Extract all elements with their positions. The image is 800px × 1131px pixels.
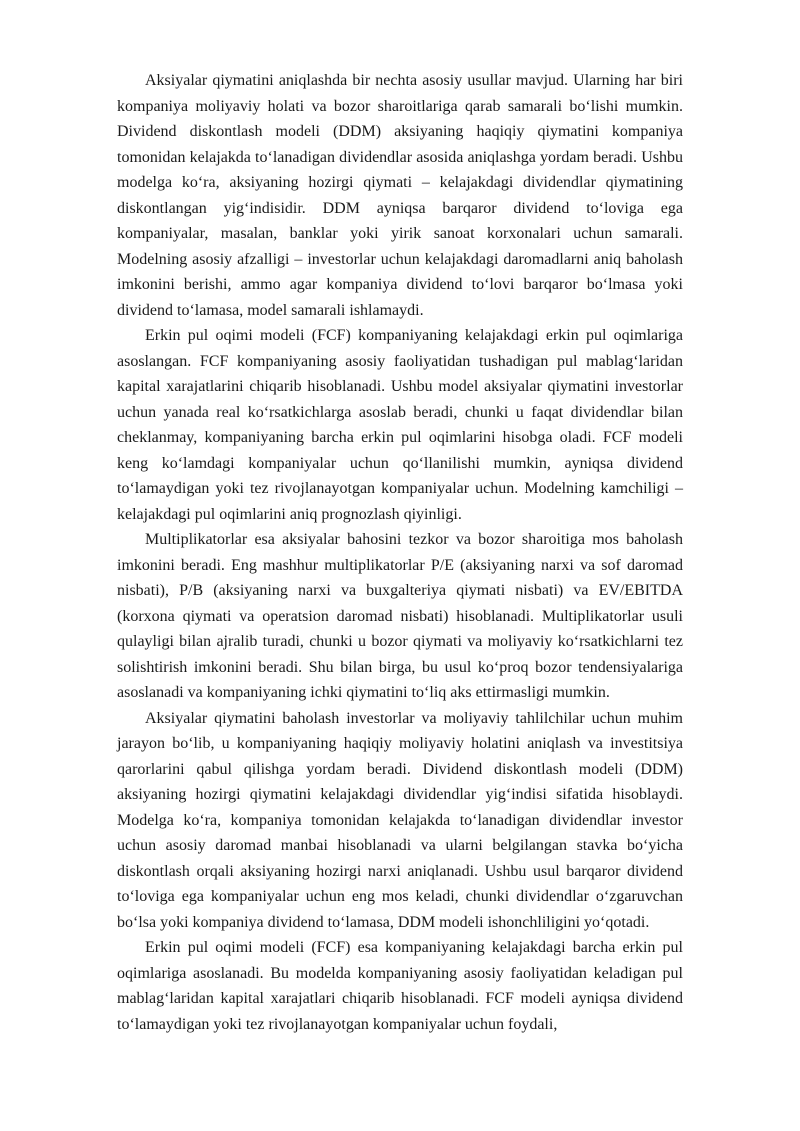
document-page	[117, 68, 683, 1037]
paragraph-ddm-intro: Aksiyalar qiymatini aniqlashda bir nechta asosiy usullar mavjud. Ularning har biri kompaniya moliyaviy holati va bozor sharoitlariga qarab samarali bo‘lishi mumkin. Dividend diskontlash modeli (DDM) aksiyaning haqiqiy qiymatini kompaniya tomonidan kelajakda to‘lanadigan dividendlar asosida aniqlashga yordam beradi. Ushbu modelga ko‘ra, aksiyaning hozirgi qiymati – kelajakdagi dividendlar qiymatining diskontlangan yig‘indisidir. DDM ayniqsa barqaror dividend to‘loviga ega kompaniyalar, masalan, banklar yoki yirik sanoat korxonalari uchun samarali. Modelning asosiy afzalligi – investorlar uchun kelajakdagi daromadlarni aniq baholash imkonini berishi, ammo agar kompaniya dividend to‘lovi barqaror bo‘lmasa yoki dividend to‘lamasa, model samarali ishlamaydi.	[117, 72, 683, 319]
paragraph-valuation-ddm: Aksiyalar qiymatini baholash investorlar va moliyaviy tahlilchilar uchun muhim jarayon bo‘lib, u kompaniyaning haqiqiy moliyaviy holatini aniqlash va investitsiya qarorlarini qabul qilishga yordam beradi. Dividend diskontlash modeli (DDM) aksiyaning hozirgi qiymatini kelajakdagi dividendlar yig‘indisi sifatida hisoblaydi. Modelga ko‘ra, kompaniya tomonidan kelajakda to‘lanadigan dividendlar investor uchun asosiy daromad manbai hisoblanadi va ularni belgilangan stavka bo‘yicha diskontlash orqali aksiyaning hozirgi narxi aniqlanadi. Ushbu usul barqaror dividend to‘loviga ega kompaniyalar uchun eng mos keladi, chunki dividendlar o‘zgaruvchan bo‘lsa yoki kompaniya dividend to‘lamasa, DDM modeli ishonchliligini yo‘qotadi.	[117, 709, 683, 931]
paragraph-fcf-model: Erkin pul oqimi modeli (FCF) kompaniyaning kelajakdagi erkin pul oqimlariga asoslangan. FCF kompaniyaning asosiy faoliyatidan tushadigan pul mablag‘laridan kapital xarajatlarini chiqarib hisoblanadi. Ushbu model aksiyalar qiymatini investorlar uchun yanada real ko‘rsatkichlarga asoslab beradi, chunki u faqat dividendlar bilan cheklanmay, kompaniyaning barcha erkin pul oqimlarini hisobga oladi. FCF modeli keng ko‘lamdagi kompaniyalar uchun qo‘llanilishi mumkin, ayniqsa dividend to‘lamaydigan yoki tez rivojlanayotgan kompaniyalar uchun. Modelning kamchiligi – kelajakdagi pul oqimlarini aniq prognozlash qiyinligi.	[117, 327, 683, 523]
paragraph-multiples: Multiplikatorlar esa aksiyalar bahosini tezkor va bozor sharoitiga mos baholash imkonini beradi. Eng mashhur multiplikatorlar P/E (aksiyaning narxi va sof daromad nisbati), P/B (aksiyaning narxi va buxgalteriya qiymati nisbati) va EV/EBITDA (korxona qiymati va operatsion daromad nisbati) hisoblanadi. Multiplikatorlar usuli qulayligi bilan ajralib turadi, chunki u bozor qiymati va moliyaviy ko‘rsatkichlarni tez solishtirish imkonini beradi. Shu bilan birga, bu usul ko‘proq bozor tendensiyalariga asoslanadi va kompaniyaning ichki qiymatini to‘liq aks ettirmasligi mumkin.	[117, 531, 683, 701]
paragraph-fcf-continued: Erkin pul oqimi modeli (FCF) esa kompaniyaning kelajakdagi barcha erkin pul oqimlariga asoslanadi. Bu modelda kompaniyaning asosiy faoliyatidan keladigan pul mablag‘laridan kapital xarajatlari chiqarib hisoblanadi. FCF modeli ayniqsa dividend to‘lamaydigan yoki tez rivojlanayotgan kompaniyalar uchun foydali,	[117, 939, 683, 1033]
